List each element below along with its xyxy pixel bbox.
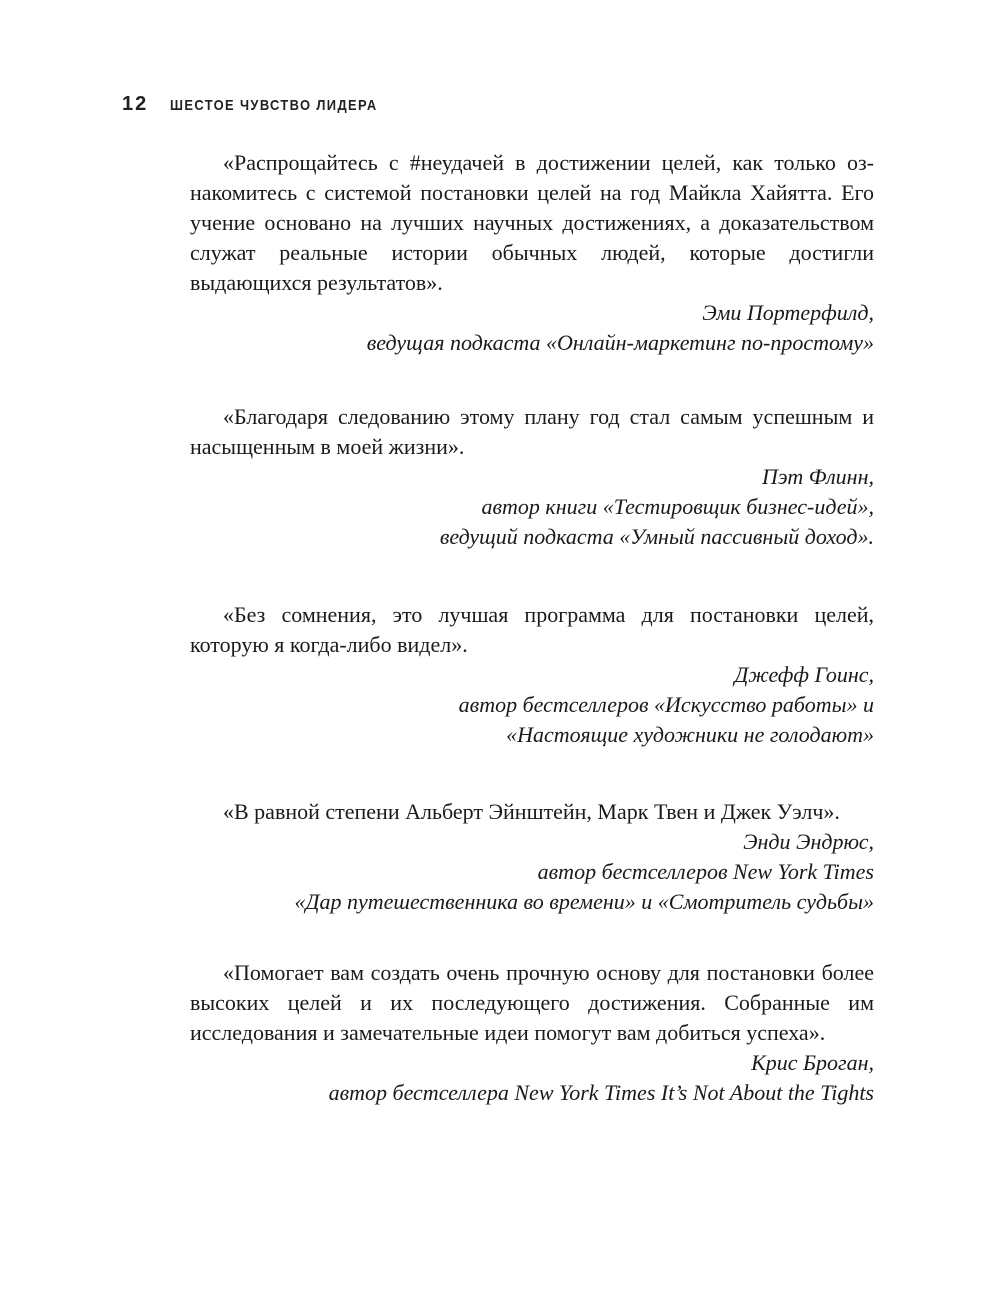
testimonial-text: «Помогает вам создать очень прочную основу для постановки более высоких целей и их последующего достижения. Собранные им исследования и замечательные идеи помогут вам добиться успеха». <box>190 960 874 1045</box>
author-details: ведущий подкаста «Умный пассивный доход». <box>439 524 874 549</box>
testimonial-flynn <box>190 402 874 552</box>
author-details: автор бестселлеров New York Times <box>537 859 874 884</box>
running-header <box>122 93 412 116</box>
author-details: «Настоящие художники не голодают» <box>506 722 874 747</box>
author-name: Джефф Гоинс, <box>734 662 874 687</box>
testimonial-text: «Благодаря следованию этому плану год стал самым успешным и насыщенным в моей жизни». <box>190 404 874 459</box>
page-number: 12 <box>122 93 149 115</box>
running-title: ШЕСТОЕ ЧУВСТВО ЛИДЕРА <box>170 97 378 114</box>
testimonial-attribution <box>190 298 874 358</box>
author-name: Эми Портерфилд, <box>702 300 874 325</box>
author-details: «Дар путешественника во времени» и «Смотритель судьбы» <box>294 889 874 914</box>
testimonial-brogan <box>190 958 874 1108</box>
testimonial-text: «Распрощайтесь с #неудачей в достижении целей, как только ознакомитесь с системой постановки целей на год Майкла Хайятта. Его учение основано на лучших научных достижениях, а доказательством служат реальные истории обычных людей, которые достигли выдающихся результатов». <box>190 150 874 295</box>
author-name: Крис Броган, <box>751 1050 874 1075</box>
testimonial-attribution <box>190 462 874 552</box>
testimonial-andrews <box>190 797 874 917</box>
author-details: автор бестселлеров «Искусство работы» и <box>458 692 874 717</box>
author-details: автор бестселлера New York Times It’s Not About the Tights <box>328 1080 874 1105</box>
testimonial-attribution <box>190 1048 874 1108</box>
testimonial-porterfield <box>190 148 874 358</box>
author-name: Энди Эндрюс, <box>743 829 874 854</box>
author-name: Пэт Флинн, <box>762 464 874 489</box>
testimonial-text: «В равной степени Альберт Эйнштейн, Марк Твен и Джек Уэлч». <box>223 799 840 824</box>
testimonial-attribution <box>190 827 874 917</box>
testimonial-attribution <box>190 660 874 750</box>
author-details: автор книги «Тестировщик бизнес-идей», <box>481 494 874 519</box>
author-details: ведущая подкаста «Онлайн-маркетинг по-простому» <box>366 330 874 355</box>
testimonial-goins <box>190 600 874 750</box>
testimonial-text: «Без сомнения, это лучшая программа для постановки целей, которую я когда-либо видел». <box>190 602 874 657</box>
